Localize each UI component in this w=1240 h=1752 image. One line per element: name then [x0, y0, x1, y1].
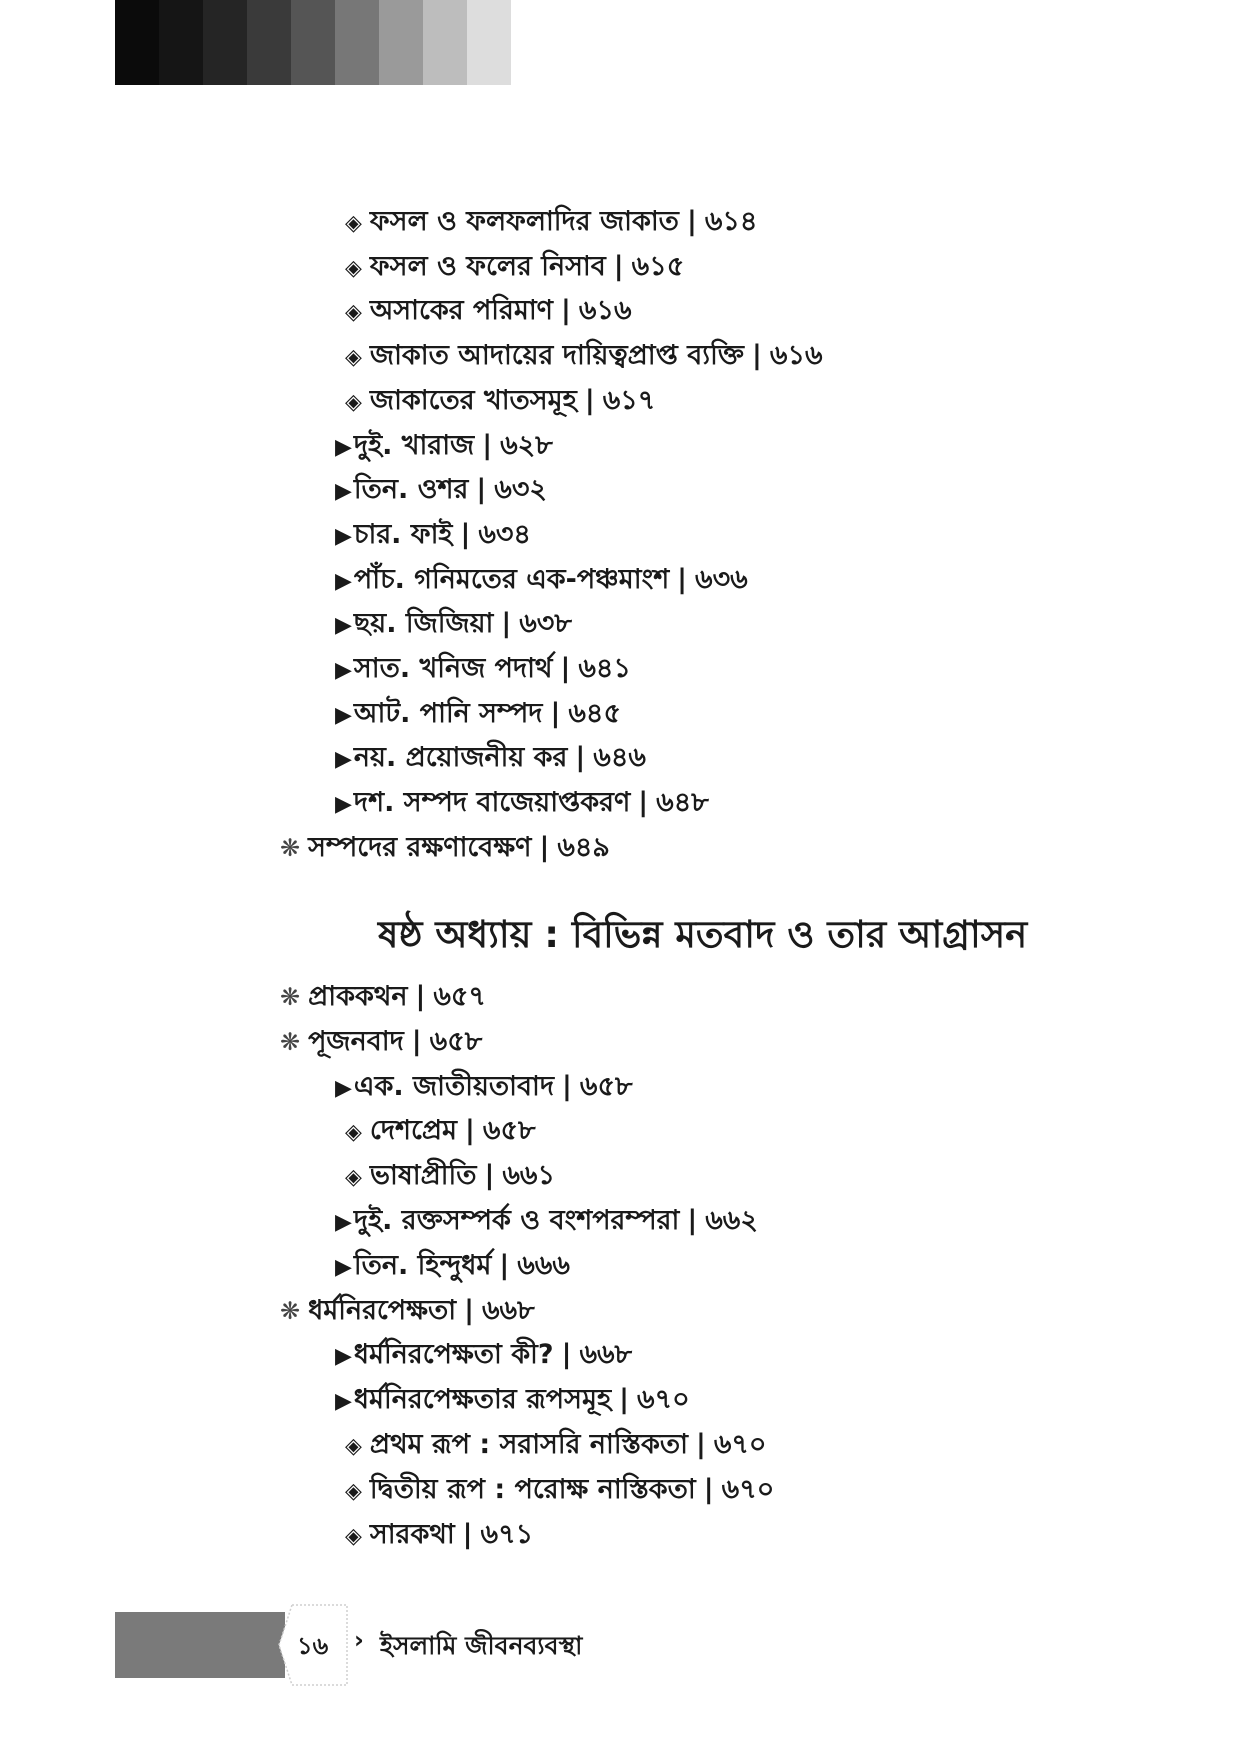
- separator: |: [462, 1518, 473, 1550]
- toc-entry-title: পাঁচ. গনিমতের এক-পঞ্চমাংশ: [353, 563, 670, 595]
- book-title: ইসলামি জীবনব্যবস্থা: [380, 1631, 583, 1660]
- swatch: [115, 0, 159, 85]
- triangle-bullet-icon: ▶: [335, 702, 352, 728]
- toc-entry-title: ভাষাপ্রীতি: [369, 1160, 477, 1192]
- diamond-bullet-icon: ◈: [345, 345, 362, 371]
- footer-bar: [115, 1612, 285, 1678]
- toc-entry-title: সম্পদের রক্ষণাবেক্ষণ: [308, 831, 532, 863]
- separator: |: [482, 429, 493, 461]
- toc-entry: [345, 1425, 766, 1467]
- separator: |: [484, 1160, 495, 1192]
- toc-entry-title: এক. জাতীয়তাবাদ: [353, 1070, 555, 1102]
- triangle-bullet-icon: ▶: [335, 523, 352, 549]
- star-bullet-icon: ❋: [280, 1296, 301, 1325]
- toc-entry-page: ৬১৫: [631, 250, 685, 282]
- toc-entry: [335, 470, 547, 512]
- toc-entry-title: ধর্মনিরপেক্ষতা কী?: [353, 1339, 554, 1371]
- toc-entry: [345, 381, 655, 423]
- diamond-bullet-icon: ◈: [345, 211, 362, 236]
- toc-entry-title: পূজনবাদ: [308, 1025, 404, 1057]
- toc-entry-page: ৬৫৭: [433, 981, 486, 1012]
- toc-entry-title: ধর্মনিরপেক্ষতা: [308, 1294, 457, 1326]
- toc-entry: [345, 336, 823, 378]
- diamond-bullet-icon: ◈: [345, 1478, 362, 1504]
- toc-entry-title: সাত. খনিজ পদার্থ: [353, 653, 553, 684]
- swatch: [247, 0, 291, 85]
- diamond-bullet-icon: ◈: [345, 300, 362, 326]
- toc-entry: [335, 1201, 758, 1243]
- toc-entry-title: দশ. সম্পদ বাজেয়াপ্তকরণ: [353, 787, 631, 819]
- toc-entry-title: ছয়. জিজিয়া: [353, 608, 494, 640]
- toc-entry-page: ৬৭০: [713, 1429, 767, 1460]
- separator: |: [415, 981, 426, 1012]
- toc-entry-page: ৬৬৮: [481, 1294, 535, 1326]
- toc-entry-page: ৬৪৬: [593, 742, 646, 774]
- toc-entry-title: জাকাত আদায়ের দায়িত্বপ্রাপ্ত ব্যক্তি: [369, 340, 745, 372]
- toc-entry-page: ৬৩৮: [519, 608, 572, 640]
- triangle-bullet-icon: ▶: [335, 613, 352, 639]
- page-number: ১৬: [297, 1632, 329, 1660]
- separator: |: [613, 250, 624, 282]
- toc-entry-page: ৬৬২: [705, 1205, 758, 1236]
- diamond-bullet-icon: ◈: [345, 389, 362, 415]
- toc-entry: [345, 1156, 555, 1198]
- toc-entry-page: ৬২৮: [500, 429, 553, 461]
- toc-entry: [335, 1246, 570, 1288]
- toc-entry: [345, 247, 684, 289]
- swatch: [291, 0, 335, 85]
- triangle-bullet-icon: ▶: [335, 1389, 352, 1415]
- toc-entry-title: নয়. প্রয়োজনীয় কর: [353, 742, 568, 774]
- toc-entry-title: ফসল ও ফলফলাদির জাকাত: [369, 206, 679, 237]
- triangle-bullet-icon: ▶: [335, 1210, 352, 1235]
- diamond-bullet-icon: ◈: [345, 1523, 362, 1549]
- triangle-bullet-icon: ▶: [335, 1344, 352, 1370]
- toc-entry-page: ৬৫৮: [429, 1025, 483, 1057]
- toc-entry: [335, 1067, 633, 1109]
- separator: |: [550, 697, 561, 729]
- toc-entry-page: ৬১৪: [704, 206, 758, 237]
- toc-entry-title: দেশপ্রেম: [369, 1115, 458, 1147]
- toc-entry-title: সারকথা: [369, 1518, 455, 1550]
- triangle-bullet-icon: ▶: [335, 658, 352, 683]
- toc-entry: [345, 1111, 536, 1153]
- toc-entry-title: তিন. হিন্দুধর্ম: [353, 1249, 492, 1281]
- diamond-bullet-icon: ◈: [345, 1434, 362, 1459]
- toc-entry-title: ফসল ও ফলের নিসাব: [369, 250, 606, 282]
- swatch: [379, 0, 423, 85]
- toc-entry-title: দ্বিতীয় রূপ : পরোক্ষ নাস্তিকতা: [369, 1473, 696, 1505]
- toc-entry-title: তিন. ওশর: [353, 474, 469, 506]
- toc-entry: [345, 1515, 533, 1557]
- diamond-bullet-icon: ◈: [345, 255, 362, 281]
- toc-entry: [335, 694, 621, 736]
- toc-entry-page: ৬৭০: [721, 1473, 775, 1505]
- toc-entry-title: আট. পানি সম্পদ: [353, 697, 543, 729]
- toc-entry: [335, 1335, 632, 1377]
- triangle-bullet-icon: ▶: [335, 792, 352, 818]
- separator: |: [562, 1070, 572, 1102]
- toc-entry-page: ৬১৬: [578, 295, 632, 327]
- toc-entry-page: ৬৩৪: [478, 518, 531, 550]
- separator: |: [501, 608, 512, 640]
- separator: |: [686, 206, 697, 237]
- toc-entry: [335, 560, 748, 602]
- swatch: [335, 0, 379, 85]
- triangle-bullet-icon: ▶: [335, 434, 352, 460]
- swatch: [159, 0, 203, 85]
- separator: |: [476, 474, 487, 506]
- separator: |: [619, 1384, 630, 1416]
- toc-entry-title: প্রথম রূপ : সরাসরি নাস্তিকতা: [369, 1429, 688, 1460]
- toc-entry-page: ৬৪৯: [557, 831, 610, 863]
- toc-entry: [345, 202, 757, 244]
- toc-entry-title: দুই. রক্তসম্পর্ক ও বংশপরম্পরা: [353, 1205, 680, 1236]
- triangle-bullet-icon: ▶: [335, 479, 352, 505]
- toc-entry: [345, 1470, 774, 1512]
- toc-entry: [335, 515, 531, 557]
- toc-entry: [335, 604, 572, 646]
- swatch: [423, 0, 467, 85]
- toc-entry-title: জাকাতের খাতসমূহ: [369, 384, 577, 416]
- diamond-bullet-icon: ◈: [345, 1120, 362, 1146]
- toc-entry-title: প্রাককথন: [308, 981, 408, 1012]
- grayscale-calibration-strip: [115, 0, 511, 85]
- separator: |: [584, 384, 595, 416]
- toc-entry: [335, 1380, 690, 1422]
- toc-entry-page: ৬১৬: [769, 340, 823, 372]
- toc-entry-page: ৬৪৮: [656, 787, 709, 819]
- toc-entry: [280, 977, 486, 1017]
- separator: |: [465, 1115, 475, 1147]
- toc-entry-page: ৬৪৫: [568, 697, 621, 729]
- toc-entry-page: ৬৭০: [637, 1384, 690, 1416]
- swatch: [467, 0, 511, 85]
- separator: |: [411, 1025, 422, 1057]
- toc-entry-page: ৬৪১: [578, 653, 631, 684]
- separator: |: [499, 1249, 510, 1281]
- separator: |: [638, 787, 649, 819]
- separator: |: [561, 295, 571, 327]
- separator: |: [752, 340, 762, 372]
- toc-entry-page: ৬৩৬: [695, 563, 748, 595]
- chevron-right-icon: ›: [354, 1626, 364, 1654]
- toc-entry-page: ৬৬১: [502, 1160, 555, 1192]
- toc-entry-page: ৬৬৮: [579, 1339, 633, 1371]
- toc-entry-page: ৬৬৬: [517, 1249, 570, 1281]
- toc-entry-title: অসাকের পরিমাণ: [369, 295, 554, 327]
- toc-entry-title: দুই. খারাজ: [353, 429, 475, 461]
- toc-entry: [335, 738, 646, 780]
- separator: |: [560, 653, 571, 684]
- toc-entry-page: ৬৩২: [494, 474, 547, 506]
- toc-entry: [280, 828, 610, 868]
- diamond-bullet-icon: ◈: [345, 1165, 362, 1191]
- star-bullet-icon: ❋: [280, 833, 301, 862]
- toc-entry-page: ৬৭১: [480, 1518, 534, 1550]
- toc-entry-title: চার. ফাই: [353, 518, 453, 550]
- toc-entry-page: ৬১৭: [602, 384, 656, 416]
- toc-entry: [335, 426, 553, 468]
- star-bullet-icon: ❋: [280, 1027, 301, 1056]
- swatch: [203, 0, 247, 85]
- toc-entry: [335, 783, 709, 825]
- separator: |: [575, 742, 586, 774]
- toc-entry: [280, 1291, 535, 1331]
- triangle-bullet-icon: ▶: [335, 747, 352, 773]
- star-bullet-icon: ❋: [280, 983, 301, 1011]
- separator: |: [464, 1294, 474, 1326]
- triangle-bullet-icon: ▶: [335, 1075, 352, 1101]
- triangle-bullet-icon: ▶: [335, 1254, 352, 1280]
- triangle-bullet-icon: ▶: [335, 568, 352, 594]
- toc-entry: [280, 1022, 482, 1062]
- separator: |: [695, 1429, 706, 1460]
- separator: |: [460, 518, 471, 550]
- toc-entry-title: ধর্মনিরপেক্ষতার রূপসমূহ: [353, 1384, 612, 1416]
- toc-entry-page: ৬৫৮: [579, 1070, 633, 1102]
- separator: |: [539, 831, 550, 863]
- separator: |: [703, 1473, 714, 1505]
- toc-entry-page: ৬৫৮: [482, 1115, 536, 1147]
- toc-entry: [335, 649, 631, 691]
- chapter-heading: ষষ্ঠ অধ্যায় : বিভিন্ন মতবাদ ও তার আগ্রাসন: [378, 913, 1028, 956]
- separator: |: [561, 1339, 572, 1371]
- toc-entry: [345, 291, 632, 333]
- separator: |: [677, 563, 688, 595]
- separator: |: [687, 1205, 698, 1236]
